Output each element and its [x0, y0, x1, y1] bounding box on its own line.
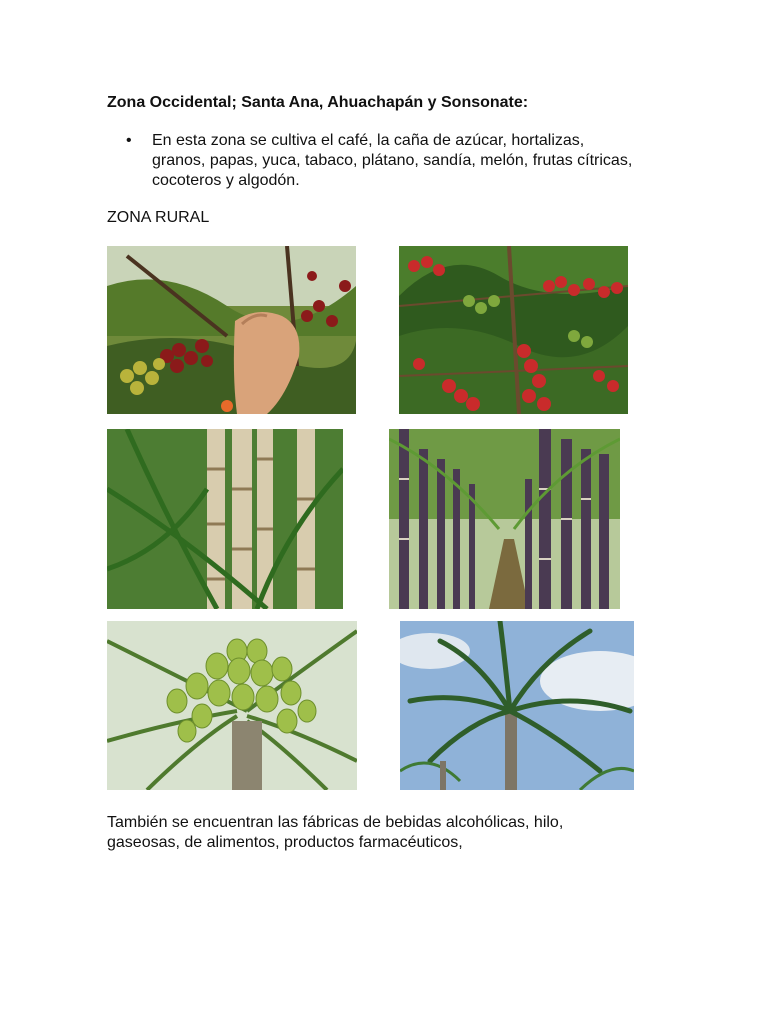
bullet-line: granos, papas, yuca, tabaco, plátano, sandía, melón, frutas cítricas,	[152, 152, 633, 169]
coconut-palm-sky-photo	[400, 621, 634, 790]
bullet-line: En esta zona se cultiva el café, la caña de azúcar, hortalizas,	[152, 132, 585, 149]
bullet-line: cocoteros y algodón.	[152, 172, 300, 189]
coconut-cluster-photo	[107, 621, 357, 790]
section-title: ZONA RURAL	[107, 209, 210, 226]
bullet-paragraph	[152, 131, 672, 191]
sugarcane-field-row-photo	[389, 429, 620, 609]
footer-line: gaseosas, de alimentos, productos farmacéuticos,	[107, 834, 463, 851]
sugarcane-stalks-photo	[107, 429, 343, 609]
bullet-marker: •	[126, 132, 132, 149]
page-heading: Zona Occidental; Santa Ana, Ahuachapán y Sonsonate:	[107, 94, 529, 111]
footer-line: También se encuentran las fábricas de bebidas alcohólicas, hilo,	[107, 814, 564, 831]
coffee-plant-branches-photo	[399, 246, 628, 414]
coffee-cherries-hand-photo	[107, 246, 356, 414]
footer-paragraph	[107, 813, 667, 853]
